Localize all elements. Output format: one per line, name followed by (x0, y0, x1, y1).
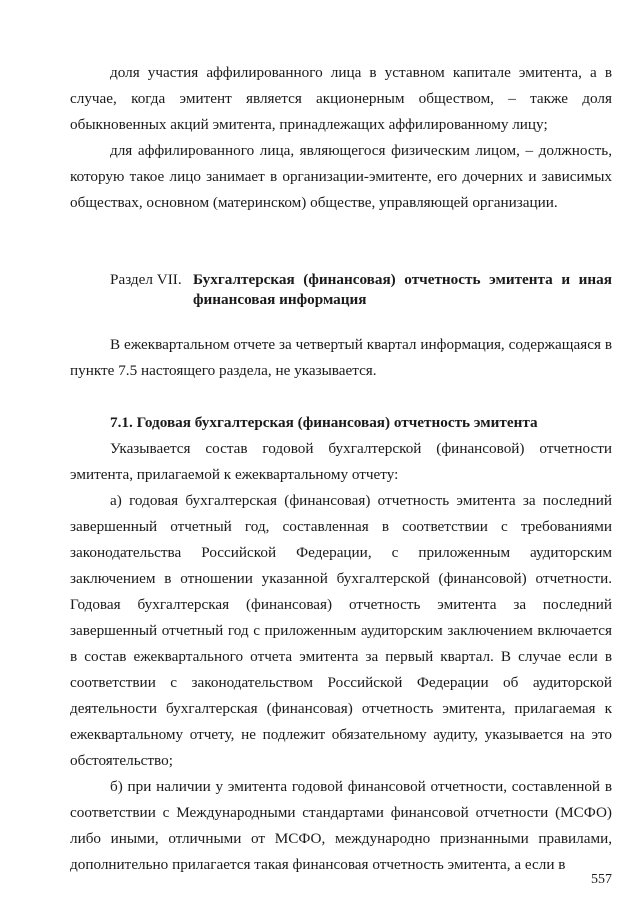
document-page (70, 60, 612, 878)
page-number: 557 (591, 872, 612, 887)
section-label: Раздел VII. (110, 271, 182, 288)
paragraph-affiliate-position: для аффилированного лица, являющегося физическим лицом, – должность, которую такое лицо занимает в организации-эмитенте, его дочерних и зависимых обществах, основном (материнском) обществе, управляющей организации. (70, 142, 612, 211)
section-heading (70, 270, 612, 310)
paragraph-item-b: б) при наличии у эмитента годовой финансовой отчетности, составленной в соответствии с Международными стандартами финансовой отчетности (МСФО) либо иными, отличными от МСФО, международно признанными правилами, дополнительно прилагается такая финансовая отчетность эмитента, а если в (70, 778, 612, 873)
paragraph-composition: Указывается состав годовой бухгалтерской (финансовой) отчетности эмитента, прилагаемой к ежеквартальному отчету: (70, 440, 612, 483)
paragraph-item-a: а) годовая бухгалтерская (финансовая) отчетность эмитента за последний завершенный отчетный год, составленная в соответствии с требованиями законодательства Российской Федерации, с приложенным аудиторским заключением в отношении указанной бухгалтерской (финансовой) отчетности. Годовая бухгалтерская (финансовая) отчетность эмитента за последний завершенный отчетный год с приложенным аудиторским заключением включается в состав ежеквартального отчета эмитента за первый квартал. В случае если в соответствии с законодательством Российской Федерации об аудиторской деятельности бухгалтерская (финансовая) отчетность эмитента, прилагаемая к ежеквартальному отчету, не подлежит обязательному аудиту, указывается на это обстоятельство; (70, 492, 612, 769)
section-title: Бухгалтерская (финансовая) отчетность эмитента и иная финансовая информация (193, 271, 612, 308)
section-note: В ежеквартальном отчете за четвертый квартал информация, содержащаяся в пункте 7.5 настоящего раздела, не указывается. (70, 336, 612, 379)
subsection-heading: 7.1. Годовая бухгалтерская (финансовая) отчетность эмитента (110, 414, 538, 431)
paragraph-affiliate-share: доля участия аффилированного лица в уставном капитале эмитента, а в случае, когда эмитент является акционерным обществом, – также доля обыкновенных акций эмитента, принадлежащих аффилированному лицу; (70, 64, 612, 133)
